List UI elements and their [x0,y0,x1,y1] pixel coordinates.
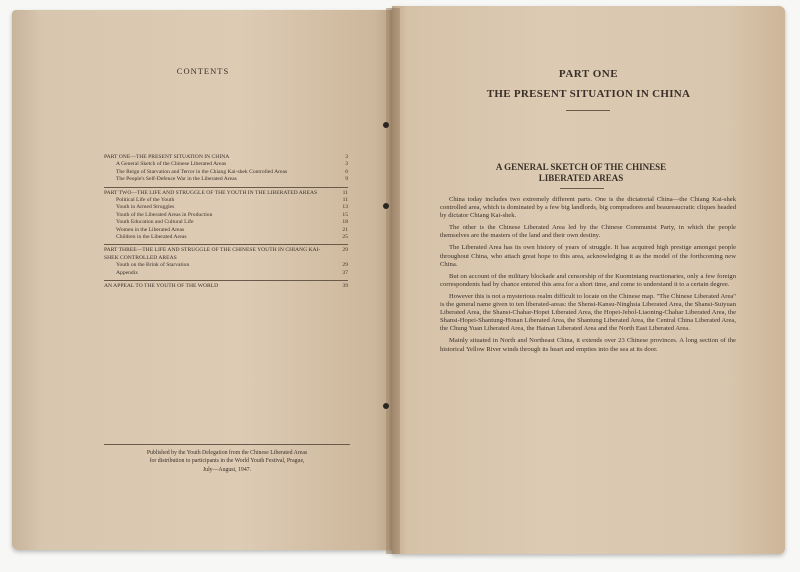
toc-entry-label: Children in the Liberated Areas [116,234,187,241]
toc-part-three [104,247,348,262]
toc-page-number: 11 [342,189,348,196]
staple-hole [383,403,389,409]
toc-page-number: 21 [342,226,348,233]
toc-page-number: 37 [342,269,348,276]
toc-entry-label: A General Sketch of the Chinese Liberated Areas [116,161,227,168]
toc-appeal [104,283,348,290]
publication-line: for distribution to participants in the World Youth Festival, Prague, [149,458,305,465]
toc-page-number: 25 [342,234,348,241]
toc-page-number: 39 [342,283,348,290]
toc-entry-label: Political Life of the Youth [116,197,175,204]
title-rule [566,110,610,111]
paragraph: But on account of the military blockade and censorship of the Kuomintang reactionaries, only a few foreign correspondents had by chance entered this area for a short time, and come to understand it to a certain degree. [440,272,736,288]
toc-page-number: 3 [345,154,348,160]
toc-divider [104,187,348,188]
paragraph: The other is the Chinese Liberated Area led by the Chinese Communist Party, in which the people themselves are the masters of the land and their own destiny. [440,224,736,240]
toc-entry-label: Youth on the Brink of Starvation [116,262,190,269]
toc-part-label: PART ONE—THE PRESENT SITUATION IN CHINA [104,154,230,160]
toc-part-label: PART TWO—THE LIFE AND STRUGGLE OF THE YOUTH IN THE LIBERATED AREAS [104,189,318,196]
toc-entry [104,234,348,241]
toc-page-number: 29 [342,262,348,269]
table-of-contents [104,152,348,291]
toc-page-number: 13 [342,204,348,211]
body-text [440,196,736,358]
paragraph: The Liberated Area has its own history of years of struggle. It has acquired high prestige amongst people throughout China, who attach great hope to this area, acknowledging it as the model of the forthcoming new China. [440,244,736,268]
section-rule [560,188,604,189]
toc-divider [104,280,348,281]
toc-entry [104,262,348,269]
toc-page-number: 9 [345,176,348,183]
part-subtitle: THE PRESENT SITUATION IN CHINA [486,88,691,100]
toc-page-number: 15 [342,211,348,218]
toc-entry-label: The Reign of Starvation and Terror in the Chiang Kai-shek Controlled Areas [116,168,288,175]
paragraph: China today includes two extremely different parts. One is the dictatorial China—the Chiang Kai-shek controlled area, which is dominated by a few big landlords, big compradores and beaureaucratic cliques headed by dictator Chiang Kai-shek. [440,196,736,220]
publication-note [104,444,350,474]
toc-entry-label: Youth Education and Cultural Life [116,219,194,226]
toc-page-number: 6 [345,168,348,175]
toc-entry [104,176,348,183]
toc-part-label: AN APPEAL TO THE YOUTH OF THE WORLD [104,283,219,290]
toc-part-label: PART THREE—THE LIFE AND STRUGGLE OF THE CHINESE YOUTH IN CHIANG KAI-SHEK CONTROLLED AREAS [104,247,321,261]
toc-entry [104,161,348,168]
toc-entry-label: The People's Self-Defence War in the Liberated Areas [116,176,237,183]
toc-entry-label: Youth in Armed Struggles [116,204,175,211]
part-title: PART ONE [558,68,619,80]
paragraph: However this is not a mysterious realm difficult to locate on the Chinese map. "The Chinese Liberated Area" is the general name given to ten liberated-areas: the Shensi-Kansu-Ninghsia Liberated Area, the Shansi-Suiyuan Liberated Area, the Shansi-Chahar-Hopei Liberated Area, the Hopei-Jehol-Liaoning-Chahar Liberated Area, the Shansi-Hopei-Shantung-Honan Liberated Area, the Shantung Liberated Area, the Central China Liberated Area, the Chung Yuan Liberated Area, the Hainan Liberated Area and the North East Liberated Area. [440,292,736,333]
section-heading-line: A GENERAL SKETCH OF THE CHINESE [495,162,667,172]
publication-line: Published by the Youth Delegation from the Chinese Liberated Areas [146,450,308,456]
staple-hole [383,122,389,128]
staple-hole [383,203,389,209]
toc-divider [104,244,348,245]
contents-title: CONTENTS [176,66,230,76]
toc-entry [104,197,348,204]
toc-page-number: 29 [342,247,348,254]
section-heading [446,162,716,184]
toc-page-number: 11 [342,197,348,204]
toc-entry-label: Appendix [116,269,139,276]
paragraph: Mainly situated in North and Northeast China, it extends over 23 Chinese provinces. A long section of the historical Yellow River winds through its heart and empties into the sea at its door. [440,337,736,353]
toc-entry [104,204,348,211]
toc-page-number: 18 [342,219,348,226]
toc-part-two [104,190,348,197]
toc-entry-label: Women in the Liberated Areas [116,226,185,233]
section-heading-line: LIBERATED AREAS [538,173,624,183]
toc-entry [104,219,348,226]
toc-entry [104,270,348,277]
toc-entry-label: Youth of the Liberated Areas in Production [116,211,213,218]
toc-entry [104,227,348,234]
publication-line: July—August, 1947. [202,466,252,473]
toc-page-number: 3 [345,161,348,168]
